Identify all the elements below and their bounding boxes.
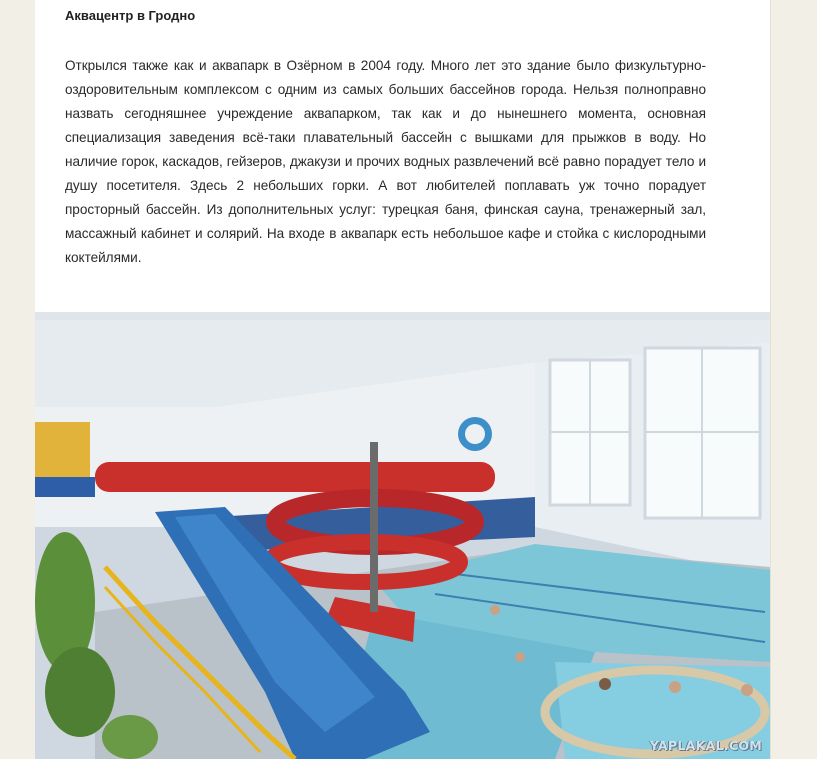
article-paragraph: Открылся также как и аквапарк в Озёрном в 2004 году. Много лет это здание было физкультурно-оздоровительным комплексом с одним из самых больших бассейнов города. Нельзя полноправно назвать сегодняшнее учреждение аквапарком, так как и до нынешнего момента, основная специализация заведения всё-таки плавательный бассейн с вышками для прыжков в воду. Но наличие горок, каскадов, гейзеров, джакузи и прочих водных развлечений всё равно порадует тело и душу посетителя. Здесь 2 небольших горки. А вот любителей поплавать уж точно порадует просторный бассейн. Из дополнительных услуг: турецкая баня, финская сауна, тренажерный зал, массажный кабинет и солярий. На входе в аквапарк есть небольшое кафе и стойка с кислородными коктейлями. <box>65 58 706 265</box>
page-side-strip <box>770 0 817 759</box>
watermark-text: YAPLAKAL.COM <box>649 738 762 753</box>
aquapark-photo <box>35 312 770 759</box>
article-title: Аквацентр в Гродно <box>65 8 196 23</box>
aquapark-photo-illustration <box>35 312 770 759</box>
